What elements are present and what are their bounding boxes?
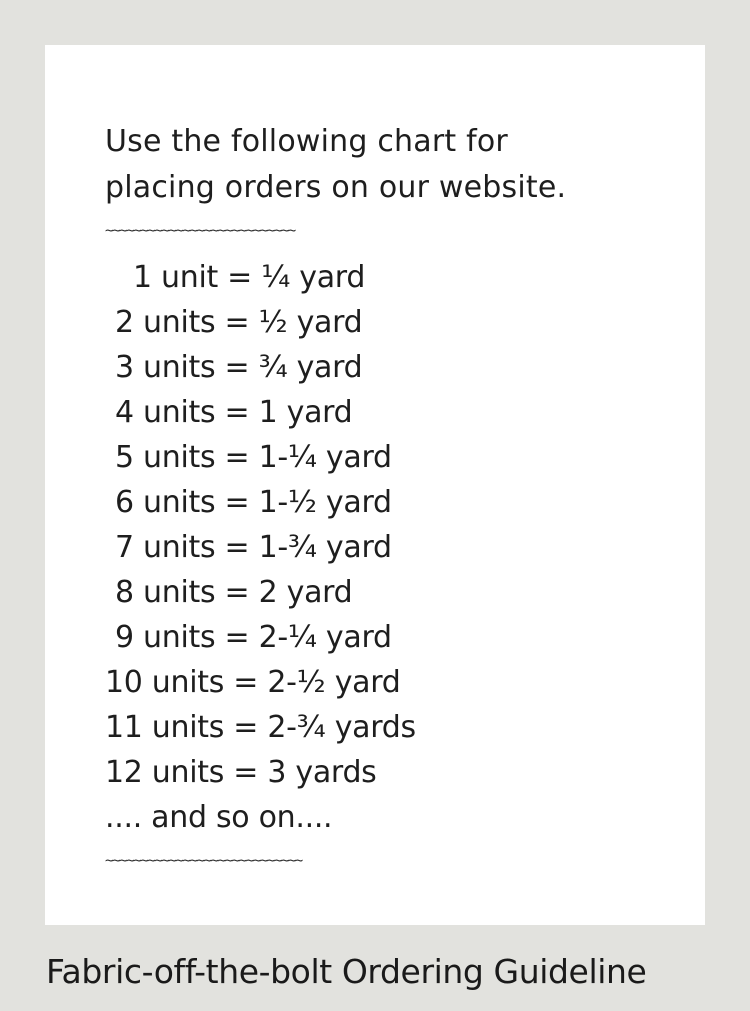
conversion-row-1: 1 unit = ¼ yard	[133, 260, 366, 295]
conversion-row-8: 8 units = 2 yard	[115, 575, 353, 610]
conversion-row-5: 5 units = 1-¼ yard	[115, 440, 392, 475]
conversion-row-12: 12 units = 3 yards	[105, 755, 377, 790]
conversion-row-10: 10 units = 2-½ yard	[105, 665, 401, 700]
conversion-row-7: 7 units = 1-¾ yard	[115, 530, 392, 565]
heading-line-1: Use the following chart for	[105, 124, 508, 159]
unit-conversion-list	[105, 255, 416, 840]
chart-heading	[105, 119, 566, 211]
tilde-divider-bottom: ~~~~~~~~~~~~~~~~~~~~~~~~~~~~	[105, 853, 302, 869]
conversion-row-2: 2 units = ½ yard	[115, 305, 363, 340]
tilde-divider-top: ~~~~~~~~~~~~~~~~~~~~~~~~~~~	[105, 223, 295, 239]
conversion-row-11: 11 units = 2-¾ yards	[105, 710, 416, 745]
continuation-text: .... and so on....	[105, 800, 333, 835]
image-caption: Fabric-off-the-bolt Ordering Guideline	[46, 952, 647, 991]
conversion-row-4: 4 units = 1 yard	[115, 395, 353, 430]
ordering-chart-card	[45, 45, 705, 925]
conversion-row-3: 3 units = ¾ yard	[115, 350, 363, 385]
heading-line-2: placing orders on our website.	[105, 170, 567, 205]
conversion-row-6: 6 units = 1-½ yard	[115, 485, 392, 520]
conversion-row-9: 9 units = 2-¼ yard	[115, 620, 392, 655]
